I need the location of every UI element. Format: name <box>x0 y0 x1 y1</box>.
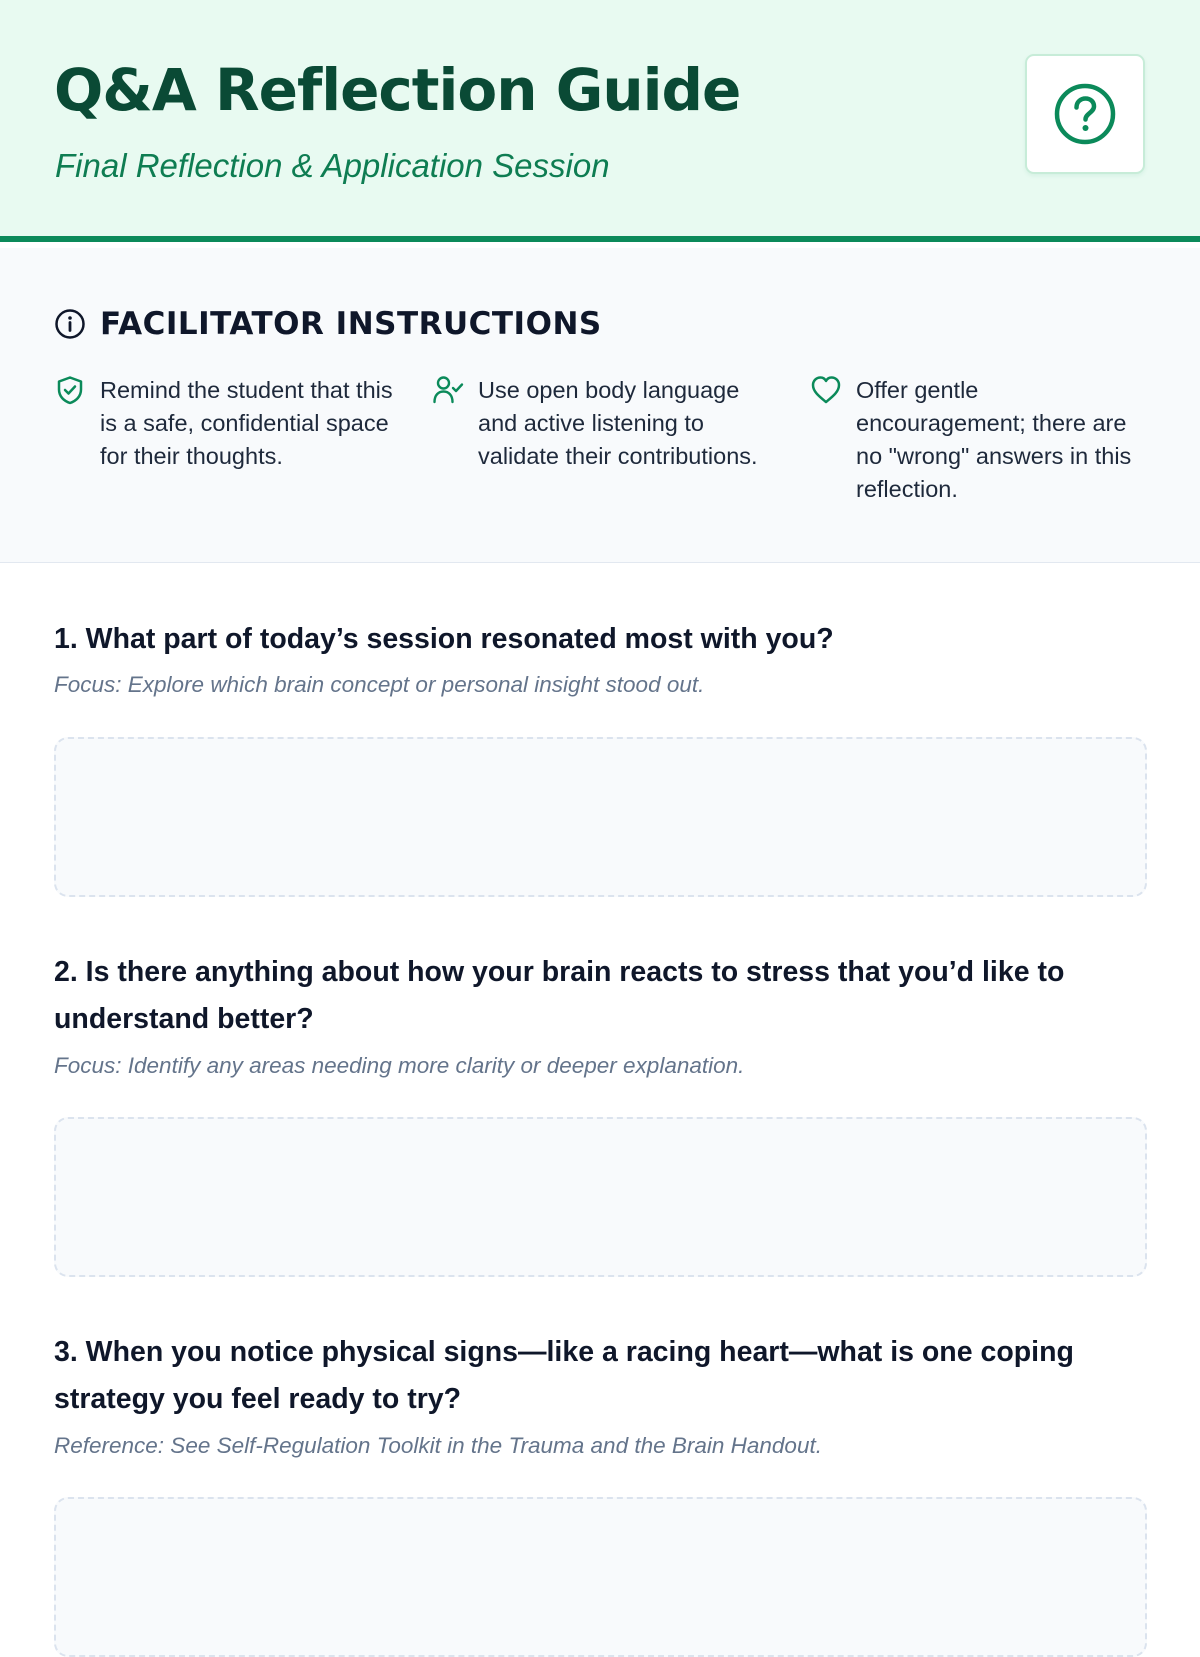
page-subtitle: Final Reflection & Application Session <box>55 147 610 184</box>
facilitator-instructions <box>0 248 1200 563</box>
heart-icon <box>810 374 842 406</box>
page-header <box>0 0 1200 242</box>
instructions-heading <box>54 302 602 346</box>
instruction-tip <box>432 374 772 473</box>
answer-box-2[interactable] <box>54 1117 1147 1277</box>
page-title: Q&A Reflection Guide <box>54 56 741 124</box>
user-check-icon <box>432 374 464 406</box>
question-focus-note: Focus: Explore which brain concept or personal insight stood out. <box>54 672 705 697</box>
shield-check-icon <box>54 374 86 406</box>
question-2 <box>54 949 1154 1082</box>
answer-box-1[interactable] <box>54 737 1147 897</box>
question-3 <box>54 1329 1154 1462</box>
instruction-tip-text: Remind the student that this is a safe, confidential space for their thoughts. <box>100 377 393 469</box>
question-circle-icon <box>1053 82 1117 146</box>
instruction-tip <box>54 374 394 473</box>
question-focus-note: Focus: Identify any areas needing more clarity or deeper explanation. <box>54 1053 745 1078</box>
instruction-tip <box>810 374 1150 506</box>
question-title: 3. When you notice physical signs—like a racing heart—what is one coping strategy you feel ready to try? <box>54 1336 1074 1415</box>
help-button[interactable] <box>1025 54 1145 174</box>
instruction-tip-text: Use open body language and active listening to validate their contributions. <box>478 377 758 469</box>
info-circle-icon <box>54 308 86 340</box>
instruction-tip-text: Offer gentle encouragement; there are no "wrong" answers in this reflection. <box>856 377 1132 502</box>
question-title: 1. What part of today’s session resonated most with you? <box>54 623 834 655</box>
answer-box-3[interactable] <box>54 1497 1147 1657</box>
instructions-heading-text: FACILITATOR INSTRUCTIONS <box>100 306 602 342</box>
question-reference-note: Reference: See Self-Regulation Toolkit in the Trauma and the Brain Handout. <box>54 1433 822 1458</box>
question-title: 2. Is there anything about how your brain reacts to stress that you’d like to understand better? <box>54 956 1065 1035</box>
question-1 <box>54 616 1154 701</box>
